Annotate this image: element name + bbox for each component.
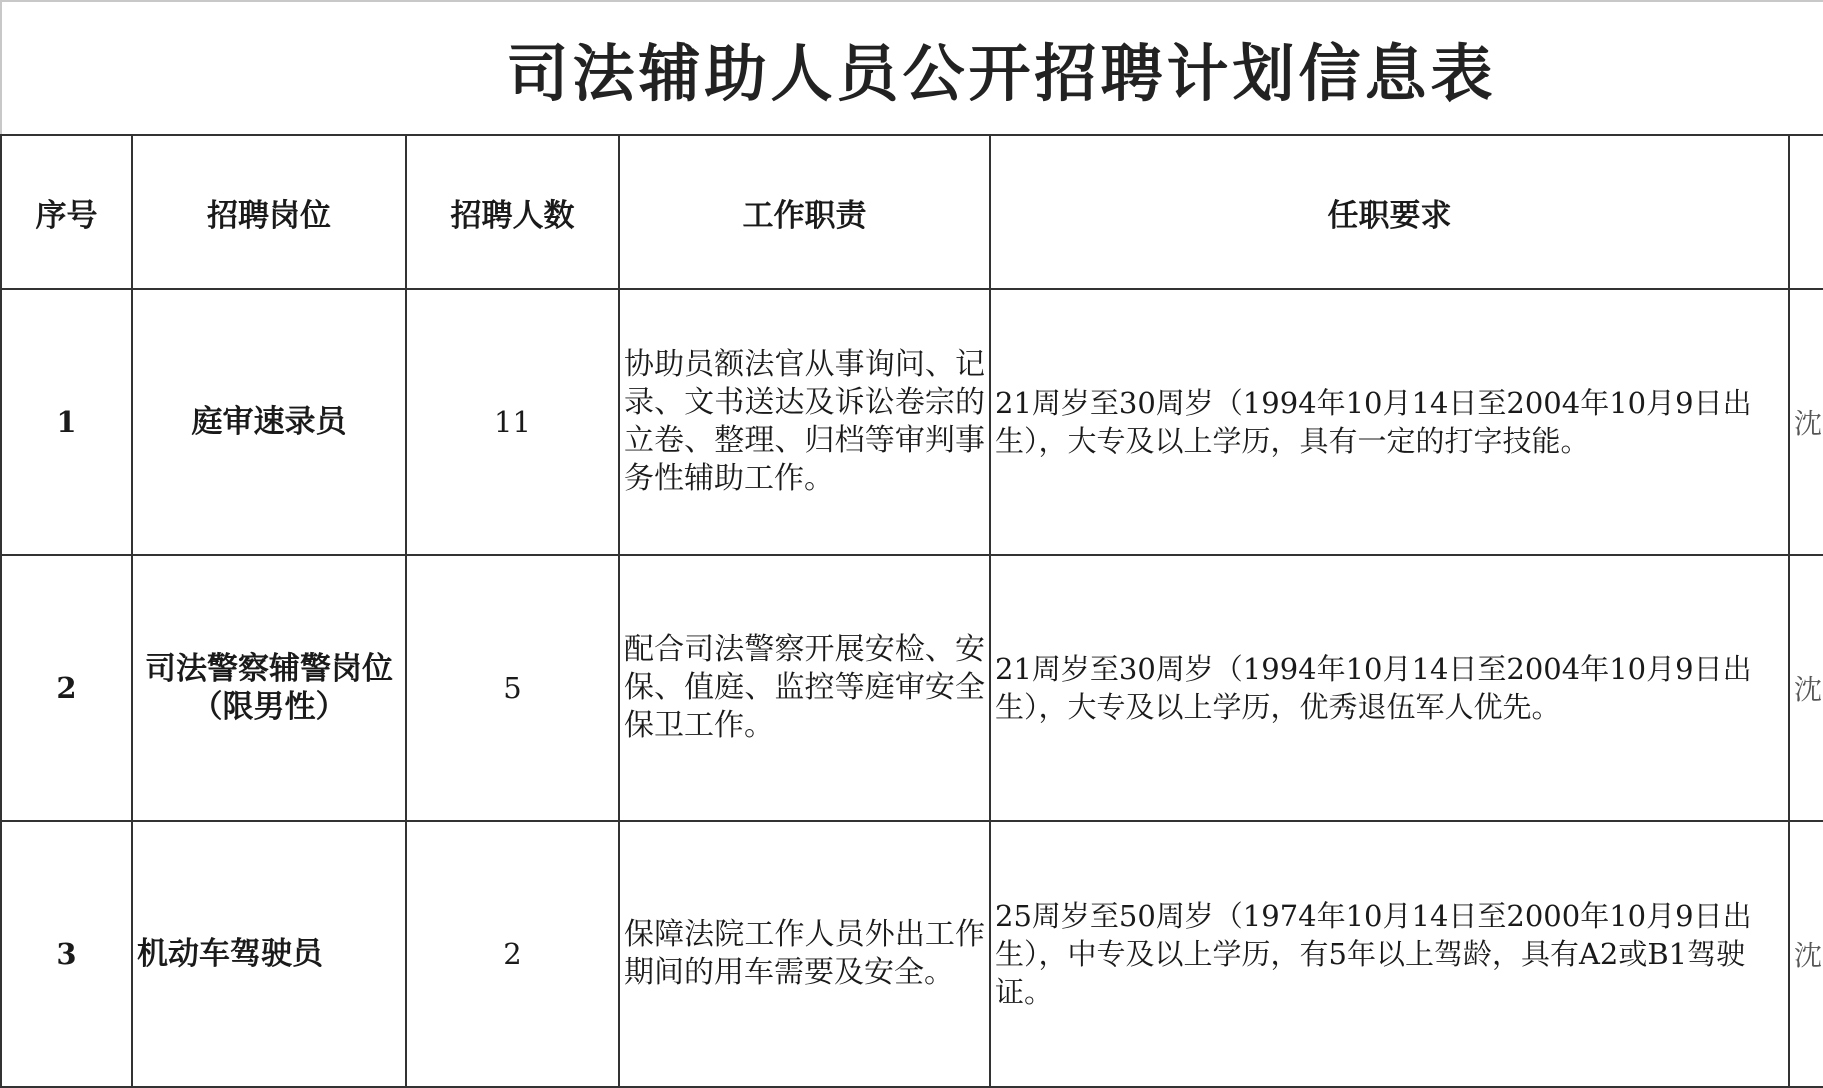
- row-count: 11: [406, 289, 619, 555]
- row-duties: 协助员额法官从事询问、记录、文书送达及诉讼卷宗的立卷、整理、归档等审判事务性辅助工作。: [619, 289, 990, 555]
- row-requirements: 21周岁至30周岁（1994年10月14日至2004年10月9日出生），大专及以上学历，具有一定的打字技能。: [990, 289, 1789, 555]
- row-position: 司法警察辅警岗位（限男性）: [132, 555, 406, 821]
- row-requirements: 21周岁至30周岁（1994年10月14日至2004年10月9日出生），大专及以上学历，优秀退伍军人优先。: [990, 555, 1789, 821]
- table-title-bar: [0, 0, 1823, 134]
- row-extra-clipped: 沈: [1789, 821, 1823, 1087]
- row-requirements: 25周岁至50周岁（1974年10月14日至2000年10月9日出生），中专及以上学历，有5年以上驾龄，具有A2或B1驾驶证。: [990, 821, 1789, 1087]
- row-position: 庭审速录员: [132, 289, 406, 555]
- header-requirements: 任职要求: [990, 135, 1789, 289]
- row-no: 2: [1, 555, 132, 821]
- row-count: 2: [406, 821, 619, 1087]
- header-position: 招聘岗位: [132, 135, 406, 289]
- table-row: [1, 821, 1823, 1087]
- header-extra: [1789, 135, 1823, 289]
- recruitment-table: [0, 134, 1823, 1088]
- row-count: 5: [406, 555, 619, 821]
- row-position: 机动车驾驶员: [132, 821, 406, 1087]
- row-extra-clipped: 沈: [1789, 289, 1823, 555]
- row-no: 1: [1, 289, 132, 555]
- header-no: 序号: [1, 135, 132, 289]
- header-count: 招聘人数: [406, 135, 619, 289]
- table-header-row: [1, 135, 1823, 289]
- page-title: 司法辅助人员公开招聘计划信息表: [506, 36, 1497, 110]
- row-duties: 配合司法警察开展安检、安保、值庭、监控等庭审安全保卫工作。: [619, 555, 990, 821]
- row-duties: 保障法院工作人员外出工作期间的用车需要及安全。: [619, 821, 990, 1087]
- table-row: [1, 289, 1823, 555]
- row-extra-clipped: 沈: [1789, 555, 1823, 821]
- table-row: [1, 555, 1823, 821]
- header-duties: 工作职责: [619, 135, 990, 289]
- row-no: 3: [1, 821, 132, 1087]
